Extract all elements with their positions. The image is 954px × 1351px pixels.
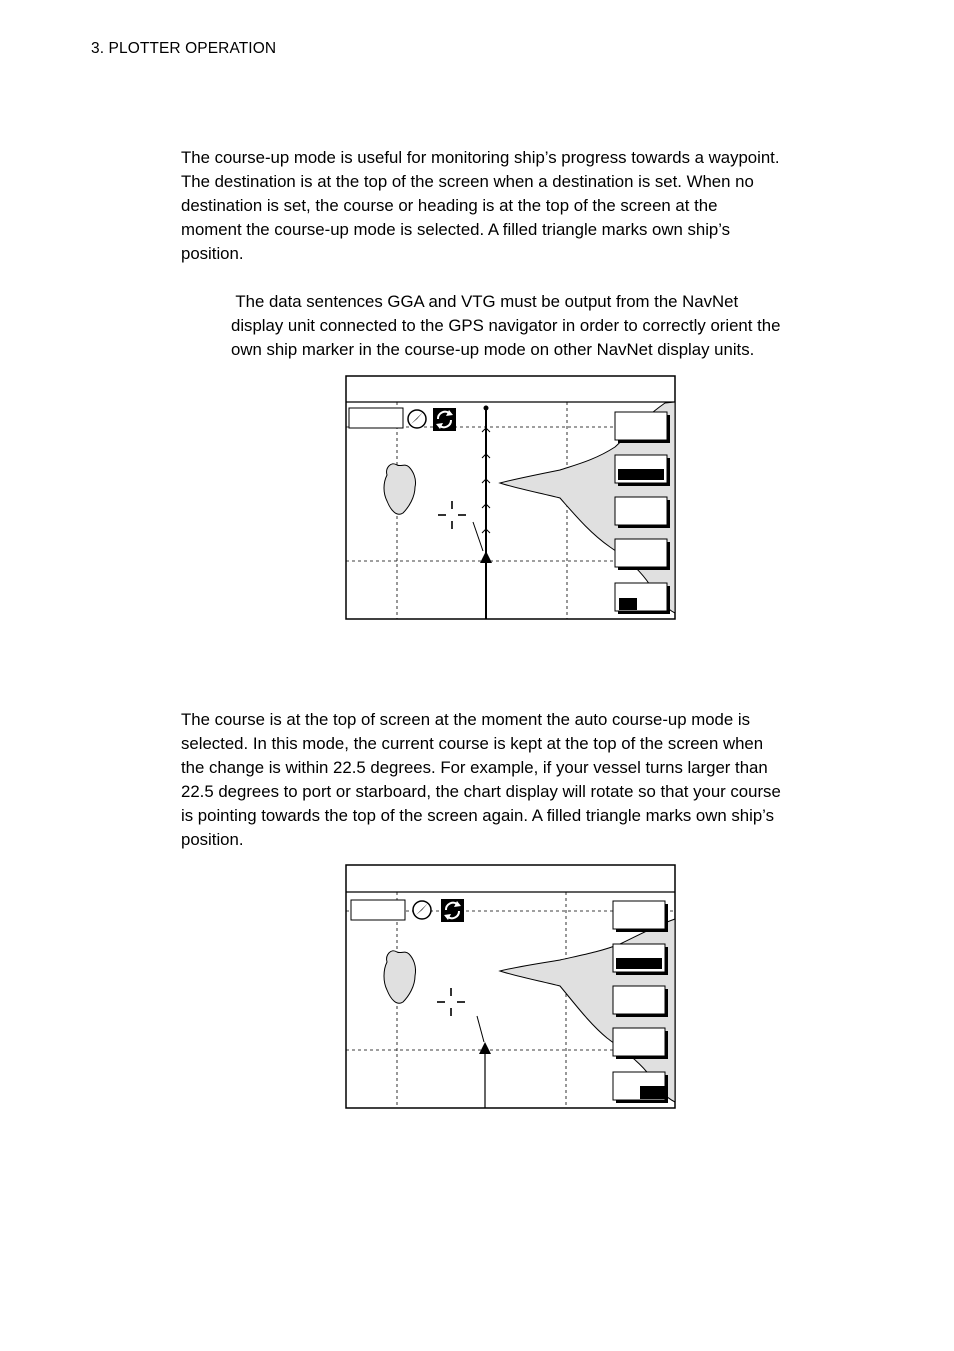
soft-keys: [615, 412, 670, 614]
course-up-note: [231, 290, 871, 362]
data-box: [349, 408, 403, 428]
text-line: 22.5 degrees to port or starboard, the chart display will rotate so that your course: [181, 782, 781, 801]
course-up-figure: [345, 375, 676, 620]
auto-course-up-description: [181, 708, 861, 852]
text-line: is pointing towards the top of the screen again. A filled triangle marks own ship’s: [181, 806, 774, 825]
waypoint-marker: [484, 406, 489, 411]
text-line: own ship marker in the course-up mode on other NavNet display units.: [231, 340, 755, 359]
north-arrow-icon: [413, 901, 431, 919]
section-header: 3. PLOTTER OPERATION: [91, 40, 277, 57]
text-line: display unit connected to the GPS navigator in order to correctly orient the: [231, 316, 781, 335]
text-line: The destination is at the top of the screen when a destination is set. When no: [181, 172, 754, 191]
course-up-description: [181, 146, 861, 266]
north-arrow-icon: [408, 410, 426, 428]
text-line: The data sentences GGA and VTG must be output from the NavNet: [231, 292, 739, 311]
auto-course-up-figure: [345, 864, 676, 1109]
text-line: The course-up mode is useful for monitoring ship’s progress towards a waypoint.: [181, 148, 780, 167]
data-box: [351, 900, 405, 920]
text-line: position.: [181, 830, 244, 849]
soft-keys: [613, 901, 668, 1103]
text-line: moment the course-up mode is selected. A filled triangle marks own ship’s: [181, 220, 731, 239]
rotate-icon: [433, 408, 456, 431]
text-line: destination is set, the course or heading is at the top of the screen at the: [181, 196, 718, 215]
text-line: the change is within 22.5 degrees. For example, if your vessel turns larger than: [181, 758, 768, 777]
text-line: position.: [181, 244, 244, 263]
rotate-icon: [441, 899, 464, 922]
text-line: selected. In this mode, the current course is kept at the top of the screen when: [181, 734, 764, 753]
text-line: The course is at the top of screen at the moment the auto course-up mode is: [181, 710, 751, 729]
